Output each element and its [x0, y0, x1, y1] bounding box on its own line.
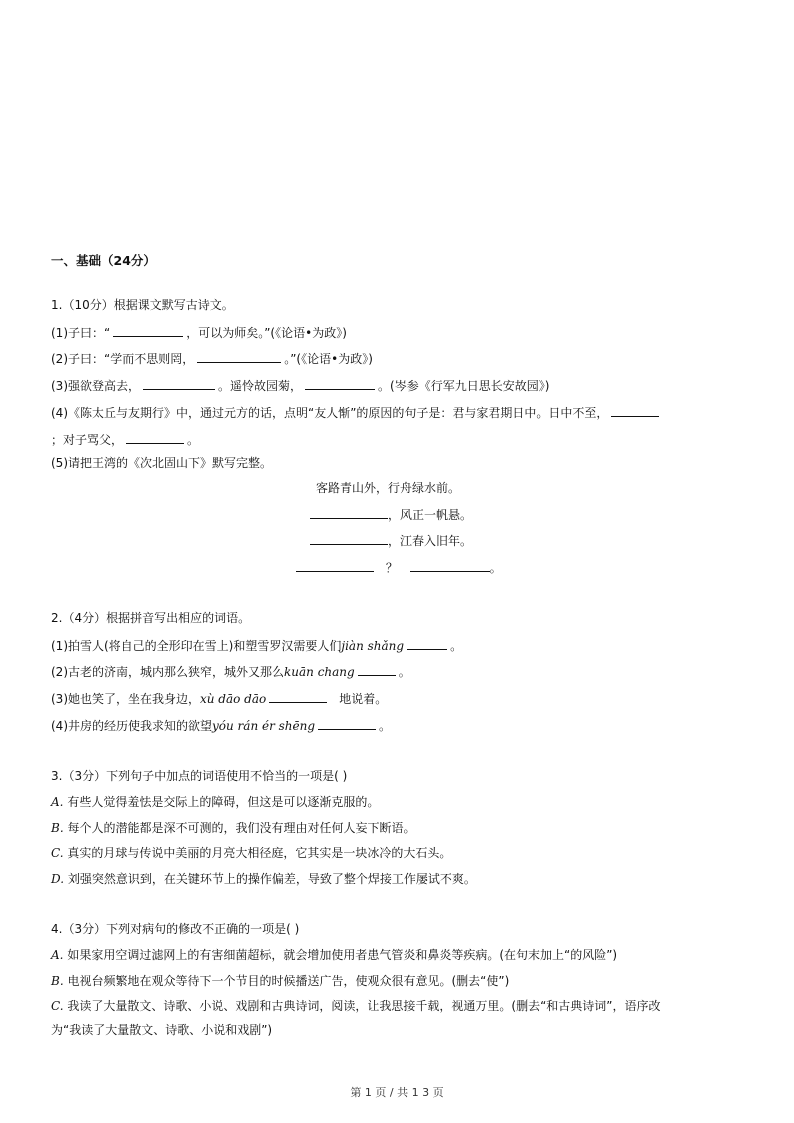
pinyin-label: xù dāo dāo	[200, 692, 267, 706]
q2-line-4	[51, 717, 391, 734]
q2-l1-text: (1)拍雪人(将自己的全形印在雪上)和塑雪罗汉需要人们	[51, 639, 342, 653]
section-title: 一、基础（24分）	[51, 253, 156, 268]
q1-line-1	[51, 324, 347, 341]
option-text: 有些人觉得羞怯是交际上的障碍，但这是可以逐渐克服的。	[67, 795, 380, 809]
q1-line-5: (5)请把王湾的《次北固山下》默写完整。	[51, 456, 272, 470]
answer-blank[interactable]	[143, 377, 215, 390]
option-letter: A.	[51, 948, 64, 962]
q2-l1-end: 。	[450, 639, 463, 653]
answer-blank[interactable]	[310, 532, 388, 545]
option-text: 电视台频繁地在观众等待下一个节目的时候播送广告，使观众很有意见。(删去“使”)	[67, 974, 510, 988]
q2-line-1	[51, 637, 462, 654]
option-text: 每个人的潜能都是深不可测的，我们没有理由对任何人妄下断语。	[67, 821, 416, 835]
q3-option-b[interactable]	[51, 820, 415, 836]
answer-blank[interactable]	[305, 377, 375, 390]
q4-option-b[interactable]	[51, 973, 509, 989]
q1-l1-post: ，可以为师矣。”(《论语•为政》)	[186, 326, 347, 340]
answer-blank[interactable]	[358, 663, 396, 676]
q3-stem: 3.（3分）下列句子中加点的词语使用不恰当的一项是( )	[51, 769, 348, 783]
poem-line-4-question: ？	[385, 561, 398, 575]
q1-l4b-pre: ；对子骂父，	[51, 433, 124, 447]
q1-l3-pre: (3)强欲登高去，	[51, 379, 140, 393]
q2-l2-end: 。	[398, 665, 411, 679]
q2-line-2	[51, 663, 411, 680]
q4-option-c-cont: 为“我读了大量散文、诗歌、小说和戏剧”)	[51, 1023, 273, 1037]
answer-blank[interactable]	[410, 559, 490, 572]
q1-l2-post: 。”(《论语•为政》)	[284, 352, 373, 366]
q3-option-a[interactable]	[51, 794, 379, 810]
option-letter: C.	[51, 999, 64, 1013]
poem-line-2-text: ，风正一帆悬。	[388, 508, 473, 522]
poem-line-1: 客路青山外，行舟绿水前。	[316, 481, 461, 495]
option-letter: B.	[51, 974, 64, 988]
option-letter: C.	[51, 846, 64, 860]
q2-l4-end: 。	[379, 719, 392, 733]
q2-line-3	[51, 690, 387, 707]
poem-line-3-text: ，江春入旧年。	[388, 534, 473, 548]
poem-line-4-end: 。	[489, 561, 502, 575]
page-footer: 第 1 页 / 共 1 3 页	[350, 1086, 444, 1099]
q2-l3-text: (3)她也笑了，坐在我身边，	[51, 692, 200, 706]
poem-line-3	[310, 532, 472, 549]
q3-option-c[interactable]	[51, 845, 451, 861]
poem-line-2	[310, 506, 472, 523]
answer-blank[interactable]	[126, 431, 184, 444]
answer-blank[interactable]	[310, 506, 388, 519]
answer-blank[interactable]	[318, 717, 376, 730]
option-letter: B.	[51, 821, 64, 835]
q1-l4b-post: 。	[187, 433, 200, 447]
pinyin-label: kuān chang	[284, 665, 355, 679]
q4-option-c[interactable]	[51, 998, 661, 1014]
option-text: 如果家用空调过滤网上的有害细菌超标，就会增加使用者患气管炎和鼻炎等疾病。(在句末加上“的风险”)	[67, 948, 618, 962]
q3-option-d[interactable]	[51, 871, 476, 887]
q1-line-2	[51, 350, 373, 367]
q2-l4-text: (4)井房的经历使我求知的欲望	[51, 719, 212, 733]
poem-line-4	[296, 559, 502, 576]
pinyin-label: jiàn shǎng	[341, 639, 405, 653]
option-text: 真实的月球与传说中美丽的月亮大相径庭，它其实是一块冰冷的大石头。	[67, 846, 452, 860]
answer-blank[interactable]	[113, 324, 183, 337]
q4-option-a[interactable]	[51, 947, 617, 963]
q1-l3-mid: 。遥怜故园菊，	[218, 379, 303, 393]
answer-blank[interactable]	[611, 404, 659, 417]
pinyin-label: yóu rán ér shēng	[212, 719, 316, 733]
option-letter: A.	[51, 795, 64, 809]
q1-l2-pre: (2)子曰：“学而不思则罔，	[51, 352, 195, 366]
q1-line-4	[51, 404, 662, 421]
q2-l3-end: 地说着。	[339, 692, 388, 706]
option-text: 我读了大量散文、诗歌、小说、戏剧和古典诗词，阅读，让我思接千载，视通万里。(删去“和古典诗词”，语序改	[67, 999, 661, 1013]
q2-l2-text: (2)古老的济南，城内那么狭窄，城外又那么	[51, 665, 284, 679]
q1-l4-pre: (4)《陈太丘与友期行》中，通过元方的话，点明“友人惭”的原因的句子是：君与家君期日中。日中不至，	[51, 406, 609, 420]
q1-l1-pre: (1)子曰：“	[51, 326, 111, 340]
q1-line-4b	[51, 431, 199, 448]
option-text: 刘强突然意识到，在关键环节上的操作偏差，导致了整个焊接工作屡试不爽。	[67, 872, 476, 886]
q2-stem: 2.（4分）根据拼音写出相应的词语。	[51, 611, 251, 625]
answer-blank[interactable]	[407, 637, 447, 650]
answer-blank[interactable]	[197, 350, 281, 363]
q1-line-3	[51, 377, 549, 394]
q1-stem: 1.（10分）根据课文默写古诗文。	[51, 298, 234, 312]
answer-blank[interactable]	[269, 690, 327, 703]
option-letter: D.	[51, 872, 65, 886]
q1-l3-post: 。(岑参《行军九日思长安故园》)	[378, 379, 550, 393]
q4-stem: 4.（3分）下列对病句的修改不正确的一项是( )	[51, 922, 300, 936]
answer-blank[interactable]	[296, 559, 374, 572]
